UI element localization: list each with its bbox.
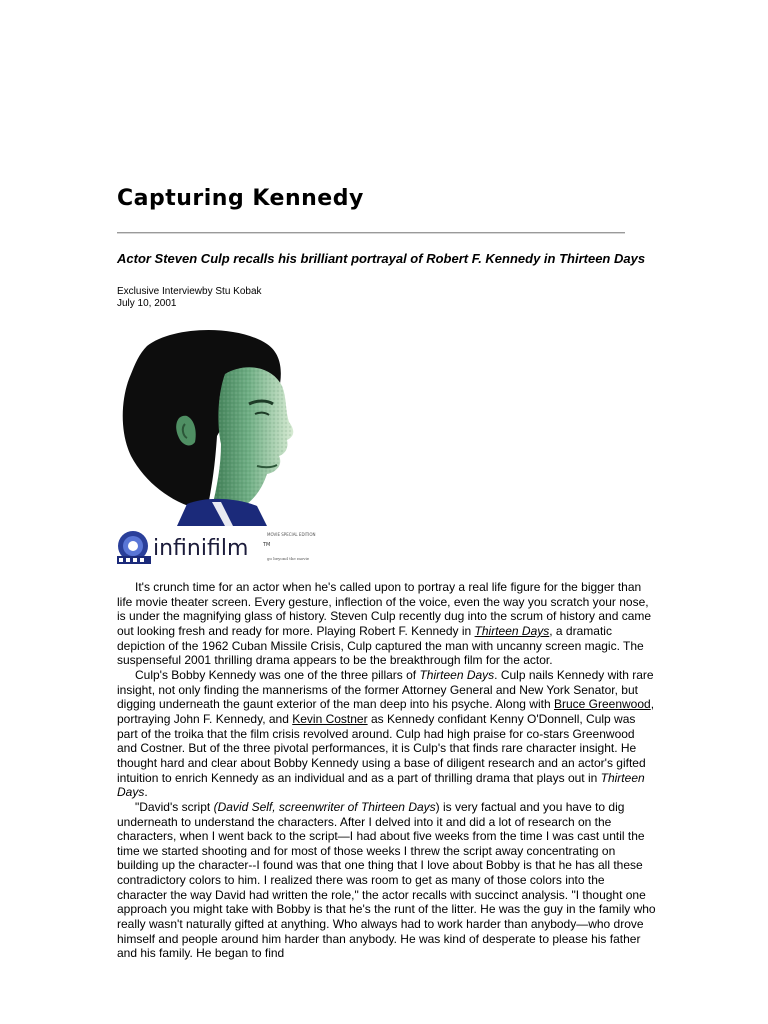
- link-kevin-costner[interactable]: Kevin Costner: [292, 711, 368, 726]
- infinifilm-logo-graphic: [117, 526, 321, 566]
- p3-text-a: "David's script: [135, 799, 214, 814]
- p3-text-b: ) is very factual and you have to dig underneath to understand the characters. After I delved into it and did a lot of research on the characters, when I went back to the script—I had about five weeks from the time I was cast until the time we started shooting and for most of those weeks I threw the script away concentrating on building up the character--I found was that one thing that I love about Bobby is that he has all these contradictory colors to him. I realized there was room to get as many of those colors into the character the way David had written the role," the actor recalls with succinct analysis. "I thought one approach you might take with Bobby is that he's the runt of the litter. He was the guy in the family who really wasn't naturally gifted at anything. Who always had to work harder than anybody—who drove himself and people around him harder than anybody. He was kind of desperate to please his father and his family. He began to find: [117, 799, 656, 961]
- byline-date: July 10, 2001: [117, 298, 177, 309]
- byline-author: Exclusive Interviewby Stu Kobak: [117, 286, 262, 297]
- paragraph-1: [117, 580, 657, 668]
- p2-text-c: , portraying John F. Kennedy, and: [117, 697, 655, 726]
- p2-text-d: as Kennedy confidant Kenny O'Donnell, Culp was part of the troika that the film crisis revolved around. Culp had high praise for co-stars Greenwood and Costner. But of the three pivotal performances, it is Culp's that finds rare character insight. He thought hard and clear about Bobby Kennedy using a base of diligent research and an actor's gifted intuition to enrich Kennedy as an individual and as a part of thrilling drama that plays out in: [117, 711, 646, 785]
- paragraph-2: [117, 668, 657, 800]
- title-divider: [117, 232, 625, 234]
- logo-trademark: TM: [263, 542, 271, 548]
- article-title: Capturing Kennedy: [117, 186, 364, 211]
- infinifilm-logo: [117, 526, 321, 566]
- p1-text-b: , a dramatic depiction of the 1962 Cuban Missile Crisis, Culp captured the man with uncanny screen magic. The suspenseful 2001 thrilling drama appears to be the breakthrough film for the actor.: [117, 623, 644, 668]
- link-bruce-greenwood[interactable]: Bruce Greenwood: [553, 697, 651, 712]
- kennedy-portrait-illustration: [117, 326, 321, 526]
- logo-tagline-top: MOVIE SPECIAL EDITION: [267, 532, 316, 537]
- logo-wordmark: infinifilm: [153, 536, 249, 561]
- p2-text-b: . Culp nails Kennedy with rare insight, not only finding the mannerisms of the former Attorney General and New York Senator, but digging underneath the gaunt exterior of the man deep into his psyche. Along with: [117, 667, 654, 712]
- p2-film-title-1: Thirteen Days: [419, 667, 495, 682]
- paragraph-3: [117, 800, 657, 961]
- byline-block: [117, 286, 262, 310]
- p3-screenwriter-note: (David Self, screenwriter of Thirteen Days: [213, 799, 436, 814]
- link-thirteen-days[interactable]: Thirteen Days: [474, 623, 550, 638]
- logo-tagline-bottom: go beyond the movie: [267, 556, 310, 561]
- article-body: [117, 580, 657, 961]
- film-reel-icon: [117, 531, 151, 564]
- p2-text-a: Culp's Bobby Kennedy was one of the three pillars of: [135, 667, 420, 682]
- article-subtitle: Actor Steven Culp recalls his brilliant portrayal of Robert F. Kennedy in Thirteen Days: [117, 251, 646, 266]
- p2-film-title-2: Thirteen Days: [117, 770, 645, 800]
- p2-text-e: .: [144, 785, 148, 800]
- p1-text-a: It's crunch time for an actor when he's called upon to portray a real life figure for the bigger than life movie theater screen. Every gesture, inflection of the voice, even the way you scratch your nose, is under the magnifying glass of history. Steven Culp recently dug into the scrum of history and came out looking fresh and ready for more. Playing Robert F. Kennedy in: [117, 580, 652, 638]
